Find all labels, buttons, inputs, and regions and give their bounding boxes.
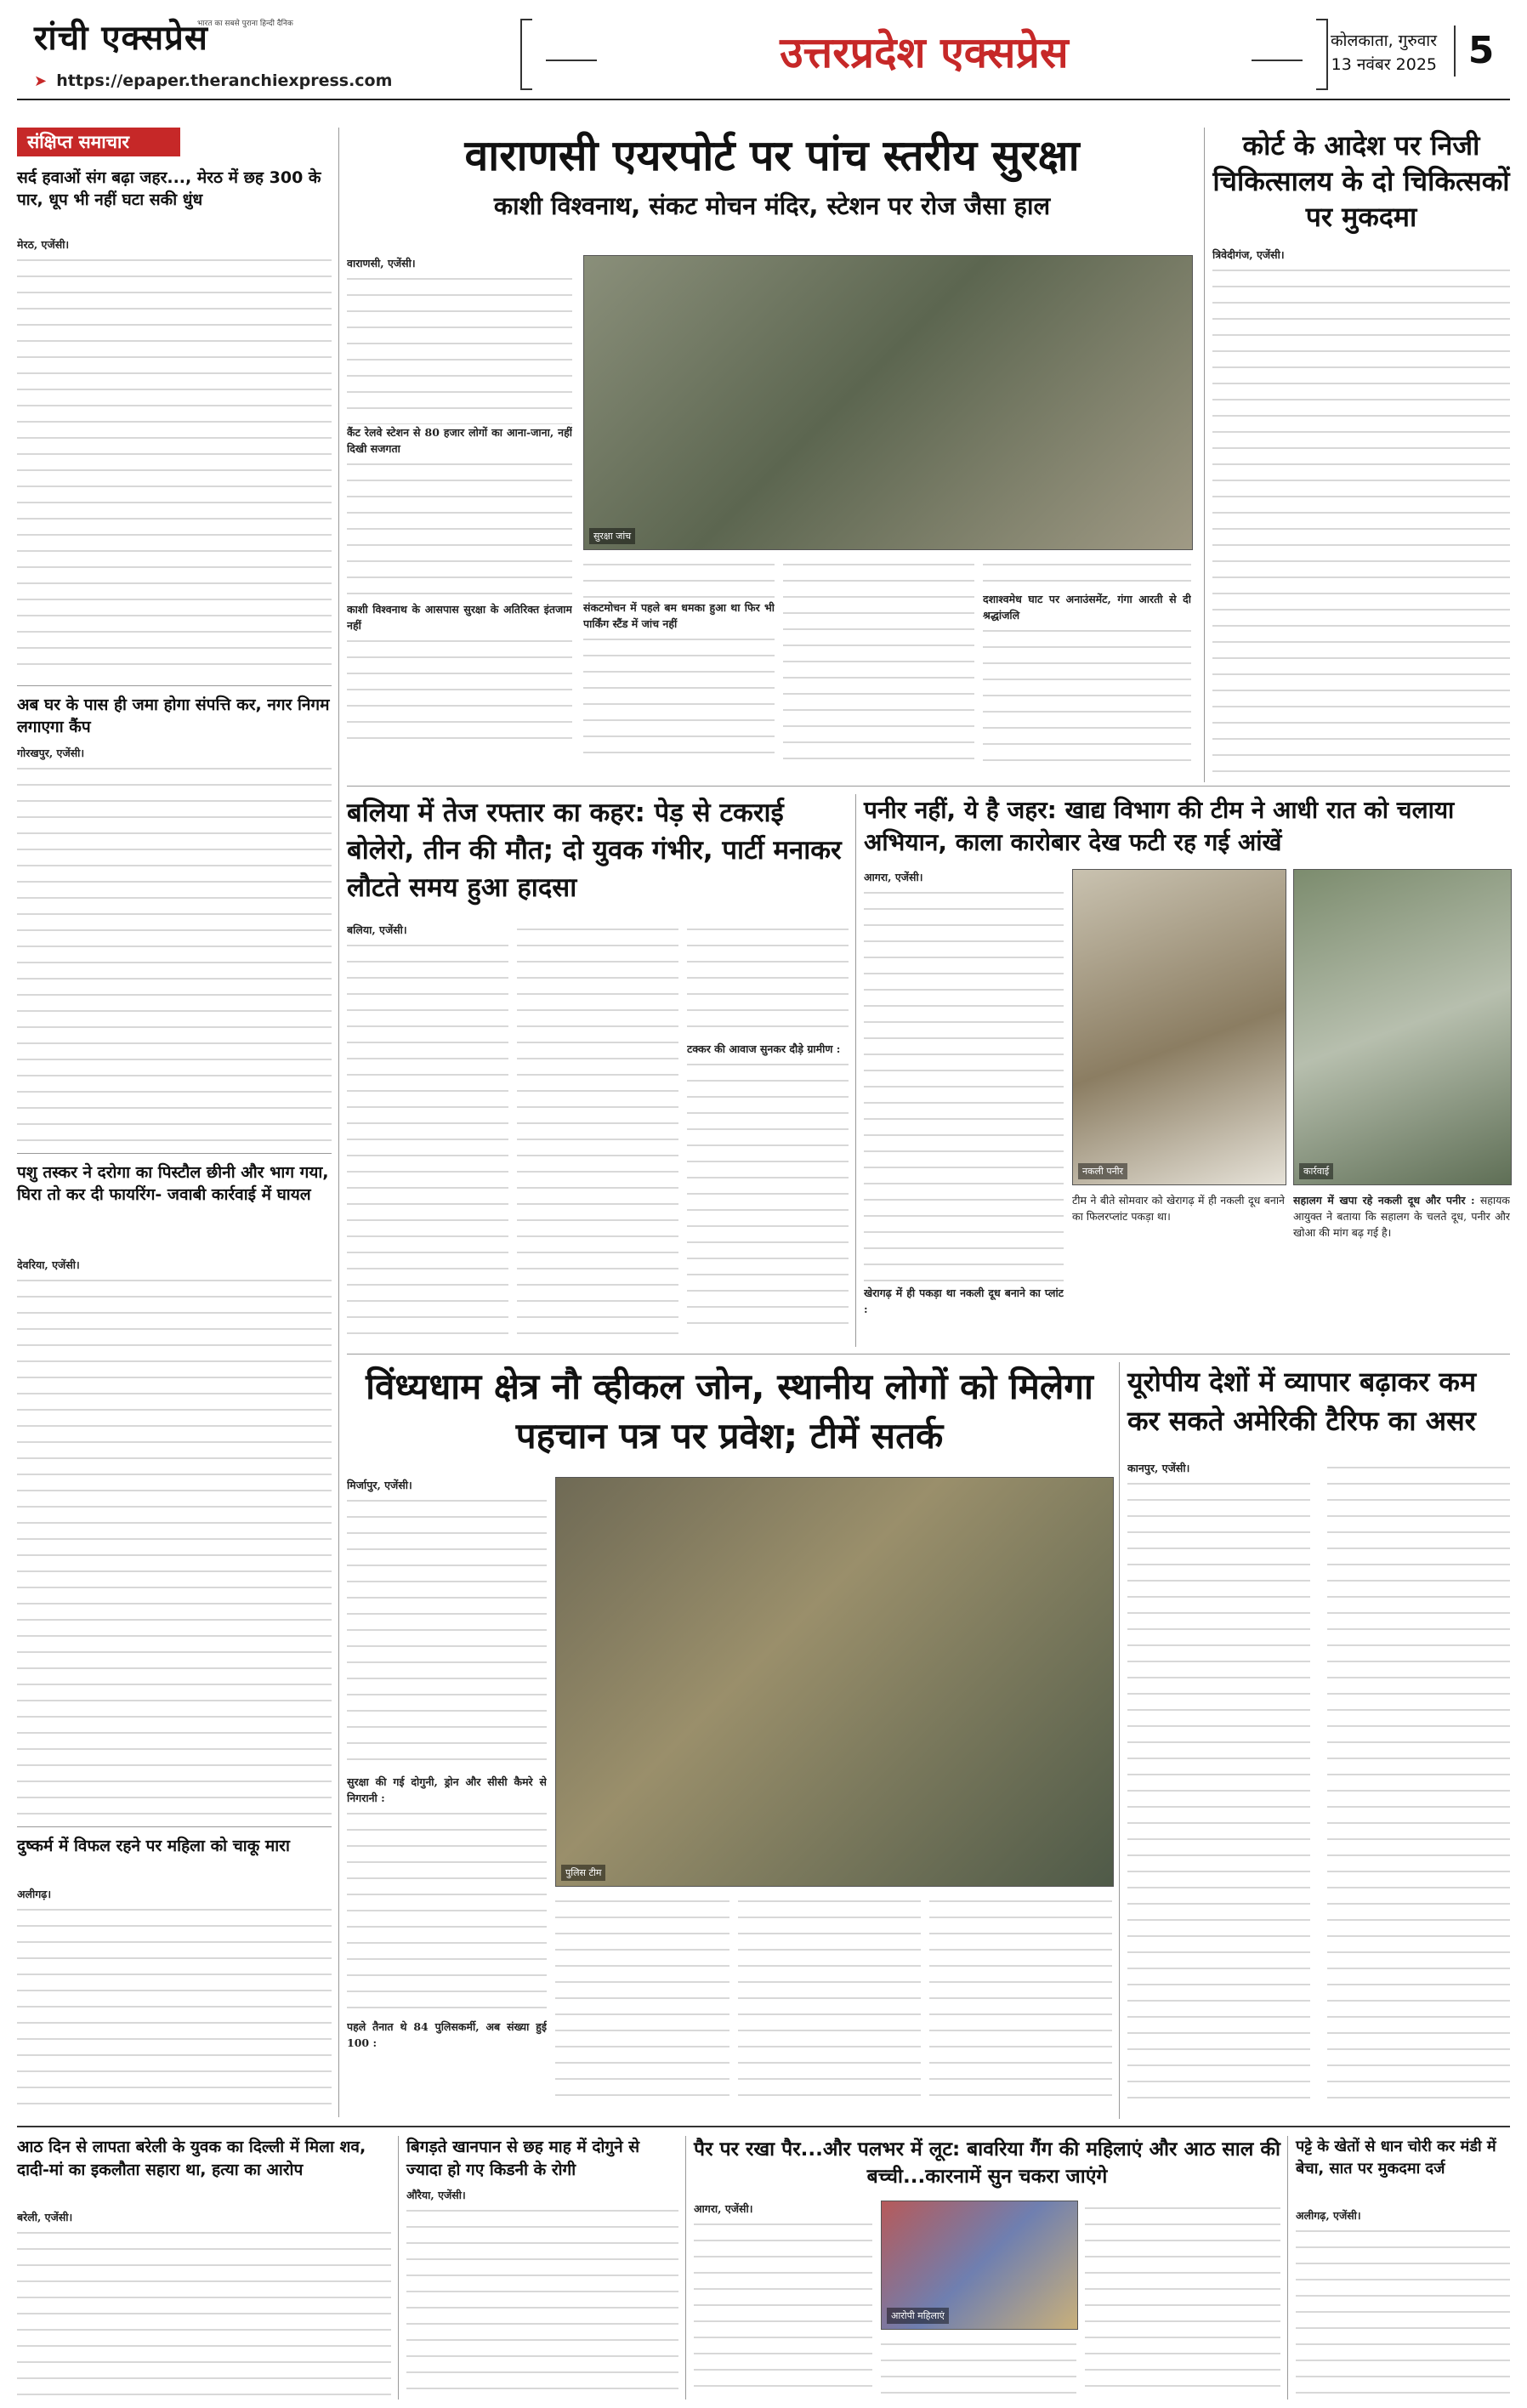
paneer-text-col-1 — [864, 869, 1064, 1338]
court-story — [1212, 128, 1510, 782]
masthead — [0, 0, 1527, 100]
ballia-text-col-2 — [517, 922, 678, 1338]
europe-story — [1127, 1362, 1510, 2119]
europe-headline: यूरोपीय देशों में व्यापार बढ़ाकर कम कर सकते अमेरिकी टैरिफ का असर — [1127, 1366, 1477, 1437]
cursor-icon: ➤ — [34, 72, 48, 90]
vindhya-headline: विंध्यधाम क्षेत्र नौ व्हीकल जोन, स्थानीय लोगों को मिलेगा पहचान पत्र पर प्रवेश; टीमें सतर्क — [366, 1366, 1093, 1457]
brief-body — [17, 236, 332, 679]
vindhya-subhead-1: सुरक्षा की गई दोगुनी, ड्रोन और सीसी कैमरे से निगरानी : — [347, 1775, 547, 1804]
lead-story — [347, 128, 1197, 782]
vindhya-story — [347, 1362, 1112, 2119]
brief-dateline: अलीगढ़। — [17, 1888, 52, 1900]
logo-subtitle: भारत का सबसे पुराना हिन्दी दैनिक — [197, 20, 293, 28]
issue-date: 13 नवंबर 2025 — [1331, 55, 1437, 74]
bottom-story-4 — [1296, 2136, 1510, 2399]
url-bar — [34, 71, 510, 94]
bottom-story-1 — [17, 2136, 391, 2399]
bottom-body-3b — [881, 2337, 1076, 2399]
paneer-dateline: आगरा, एजेंसी। — [864, 871, 923, 883]
vindhya-photo-label: पुलिस टीम — [561, 1865, 605, 1881]
bottom-story-2 — [406, 2136, 678, 2399]
bawaria-photo — [881, 2201, 1078, 2330]
bottom-body-2 — [406, 2187, 678, 2399]
paneer-story — [864, 794, 1510, 1347]
page-number: 5 — [1454, 26, 1507, 77]
section-title-frame — [520, 19, 1328, 92]
sidebar-briefs — [17, 128, 332, 2117]
airport-photo — [583, 255, 1193, 550]
paneer-subhead: खेरागढ़ में ही पकड़ा था नकली दूध बनाने का प्लांट : — [864, 1286, 1064, 1315]
bottom-headline-3: पैर पर रखा पैर...और पलभर में लूट: बावरिया गैंग की महिलाएं और आठ साल की बच्ची...कारनामें सुन चकरा जाएंगे — [694, 2138, 1280, 2188]
vindhya-subhead-2: पहले तैनात थे 84 पुलिसकर्मी, अब संख्या हुई 100 : — [347, 2020, 547, 2049]
lead-dateline: वाराणसी, एजेंसी। — [347, 257, 416, 270]
brief-title: सर्द हवाओं संग बढ़ा जहर..., मेरठ में छह 300 के पार, धूप भी नहीं घटा सकी धुंध — [17, 168, 321, 209]
lead-subhead-2: काशी विश्वनाथ के आसपास सुरक्षा के अतिरिक्त इंतजाम नहीं — [347, 603, 572, 632]
ballia-subhead: टक्कर की आवाज सुनकर दौड़े ग्रामीण : — [687, 1042, 841, 1055]
sidebar-label: संक्षिप्त समाचार — [17, 128, 180, 156]
ballia-text-col-1 — [347, 922, 508, 1338]
paneer-photo-2-label: कार्रवाई — [1299, 1163, 1333, 1179]
bottom-headline-2: बिगड़ते खानपान से छह माह में दोगुने से ज्यादा हो गए किडनी के रोगी — [406, 2138, 640, 2179]
bottom-headline-4: पट्टे के खेतों से धान चोरी कर मंडी में बेचा, सात पर मुकदमा दर्ज — [1296, 2138, 1496, 2178]
ballia-dateline: बलिया, एजेंसी। — [347, 923, 407, 936]
brief-dateline: गोरखपुर, एजेंसी। — [17, 747, 85, 759]
bottom-dateline-2: औरैया, एजेंसी। — [406, 2189, 466, 2201]
vindhya-dateline: मिर्जापुर, एजेंसी। — [347, 1479, 412, 1491]
court-body — [1212, 247, 1510, 774]
vindhya-text-col-3 — [738, 1894, 921, 2110]
city-day: कोलकाता, गुरुवार — [1330, 31, 1437, 50]
lead-subhead-1: कैंट रेलवे स्टेशन से 80 हजार लोगों का आना-जाना, नहीं दिखी सजगता — [347, 426, 572, 455]
europe-text-col-1 — [1127, 1460, 1310, 2110]
bottom-dateline-3: आगरा, एजेंसी। — [694, 2202, 753, 2215]
bottom-body-1 — [17, 2209, 391, 2399]
paneer-caption-2-text: सहायक आयुक्त ने बताया कि सहालग के चलते दूध, पनीर और खोआ की मांग बढ़ गई है। — [1293, 1194, 1510, 1239]
bottom-body-4 — [1296, 2207, 1510, 2399]
logo: रांची एक्सप्रेस — [34, 19, 208, 58]
brief-body — [17, 745, 332, 1144]
lead-subhead-3: संकटमोचन में पहले बम धमका हुआ था फिर भी पार्किंग स्टैंड में जांच नहीं — [583, 601, 775, 630]
lead-subhead-4: दशाश्वमेध घाट पर अनाउंसमेंट, गंगा आरती से दी श्रद्धांजलि — [983, 593, 1191, 622]
ballia-story — [347, 794, 849, 1347]
vindhya-photo — [555, 1477, 1114, 1887]
paneer-photo-2 — [1293, 869, 1512, 1185]
paneer-caption-2-lead: सहालग में खपा रहे नकली दूध और पनीर : — [1293, 1194, 1475, 1207]
paneer-caption-1: टीम ने बीते सोमवार को खेरागढ़ में ही नकली दूध बनाने का फिलरप्लांट पकड़ा था। — [1072, 1194, 1285, 1223]
lead-text-col-4 — [983, 557, 1191, 774]
brief-dateline: मेरठ, एजेंसी। — [17, 238, 70, 251]
vindhya-text-col-1 — [347, 1477, 547, 2110]
bottom-body-3c — [1085, 2201, 1280, 2399]
lead-text-col-2 — [583, 557, 775, 774]
paneer-caption-2 — [1293, 1192, 1510, 1338]
brief-title: दुष्कर्म में विफल रहने पर महिला को चाकू मारा — [17, 1837, 290, 1855]
airport-photo-label: सुरक्षा जांच — [589, 528, 635, 544]
vindhya-text-col-2 — [555, 1894, 729, 2110]
bottom-story-3 — [694, 2136, 1280, 2399]
bottom-dateline-4: अलीगढ़, एजेंसी। — [1296, 2209, 1361, 2222]
section-title: उत्तरप्रदेश एक्सप्रेस — [780, 28, 1069, 77]
epaper-url[interactable]: https://epaper.theranchiexpress.com — [56, 71, 393, 90]
europe-dateline: कानपुर, एजेंसी। — [1127, 1462, 1190, 1474]
ballia-headline: बलिया में तेज रफ्तार का कहर: पेड़ से टकराई बोलेरो, तीन की मौत; दो युवक गंभीर, पार्टी मनाकर लौटते समय हुआ हादसा — [347, 798, 842, 903]
paneer-photo-1 — [1072, 869, 1286, 1185]
europe-text-col-2 — [1327, 1460, 1510, 2110]
brief-body — [17, 1886, 332, 2116]
bottom-body-3 — [694, 2201, 872, 2399]
paneer-headline: पनीर नहीं, ये है जहर: खाद्य विभाग की टीम ने आधी रात को चलाया अभियान, काला कारोबार देख फटी रह गई आंखें — [864, 796, 1455, 856]
court-headline: कोर्ट के आदेश पर निजी चिकित्सालय के दो चिकित्सकों पर मुकदमा — [1212, 129, 1510, 233]
ballia-text-col-3 — [687, 922, 849, 1338]
vindhya-text-col-4 — [929, 1894, 1112, 2110]
brief-title: अब घर के पास ही जमा होगा संपत्ति कर, नगर निगम लगाएगा कैंप — [17, 696, 330, 736]
brief-dateline: देवरिया, एजेंसी। — [17, 1258, 80, 1271]
lead-subhead: काशी विश्वनाथ, संकट मोचन मंदिर, स्टेशन पर रोज जैसा हाल — [493, 191, 1051, 220]
paneer-photo-1-label: नकली पनीर — [1078, 1163, 1127, 1179]
bawaria-photo-label: आरोपी महिलाएं — [887, 2308, 949, 2324]
court-dateline: त्रिवेदीगंज, एजेंसी। — [1212, 248, 1285, 261]
bottom-headline-1: आठ दिन से लापता बरेली के युवक का दिल्ली में मिला शव, दादी-मां का इकलौता सहारा था, हत्या का आरोप — [17, 2138, 366, 2179]
lead-headline: वाराणसी एयरपोर्ट पर पांच स्तरीय सुरक्षा — [464, 131, 1080, 180]
lead-text-col-1 — [347, 255, 572, 774]
brief-body — [17, 1257, 332, 1818]
bottom-dateline-1: बरेली, एजेंसी। — [17, 2211, 73, 2223]
brief-title: पशु तस्कर ने दरोगा का पिस्टौल छीनी और भाग गया, घिरा तो कर दी फायरिंग- जवाबी कार्रवाई में घायल — [17, 1163, 329, 1204]
lead-text-col-3 — [783, 557, 974, 774]
